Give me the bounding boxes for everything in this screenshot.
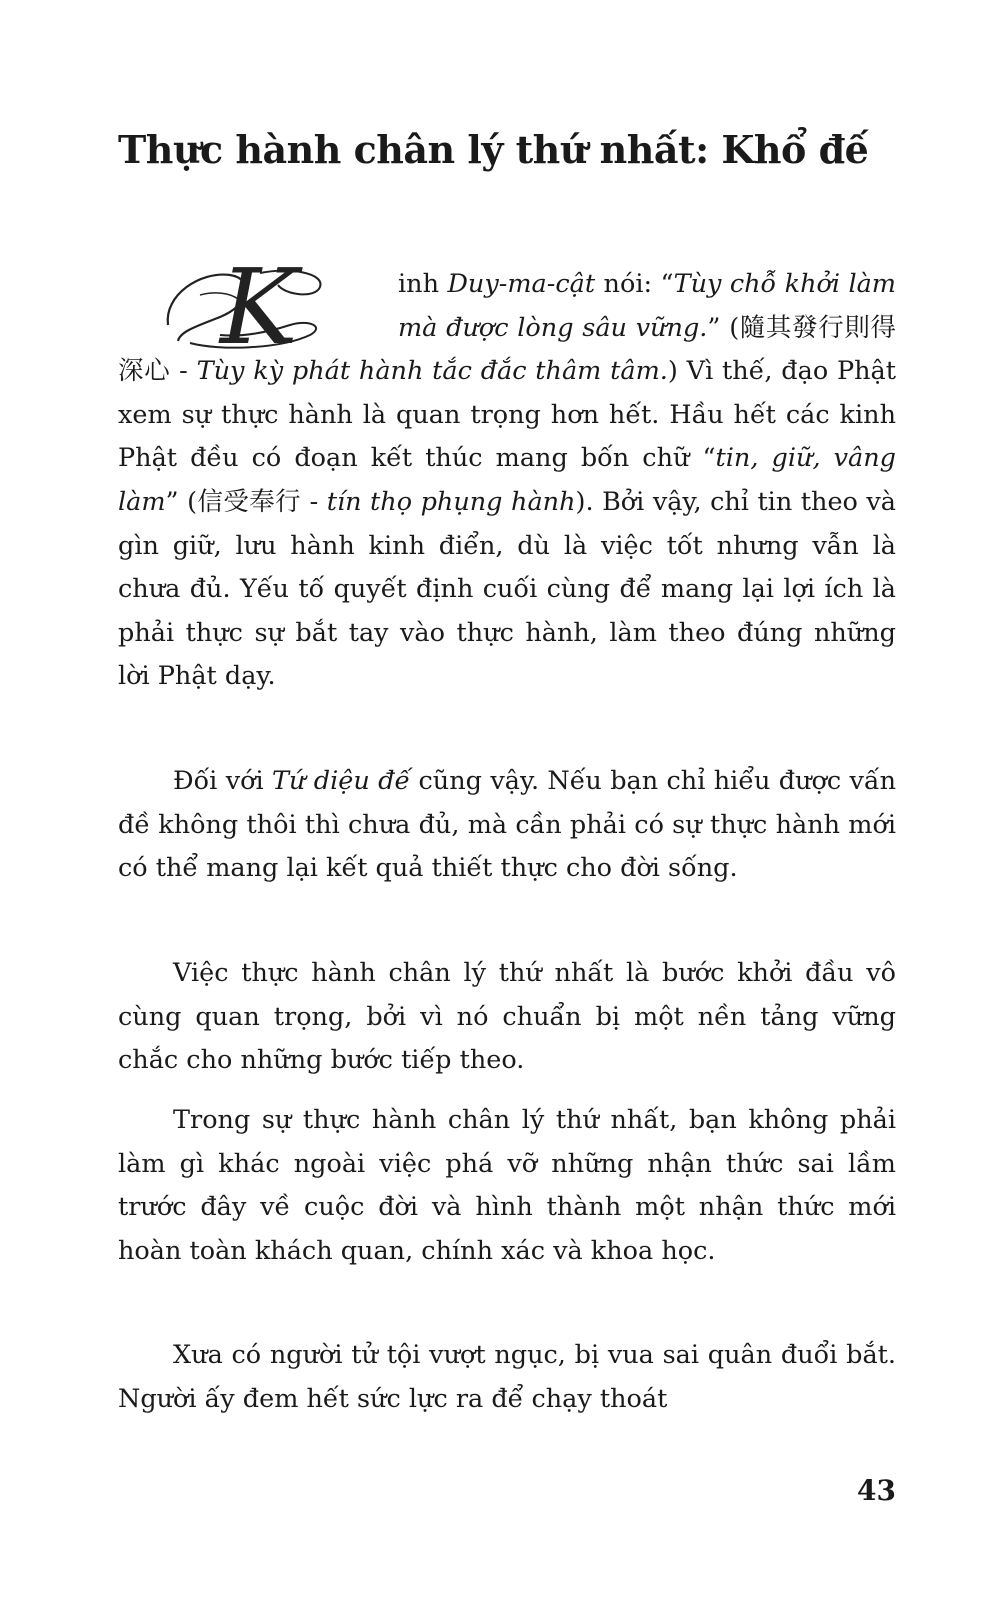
chapter-title: Thực hành chân lý thứ nhất: Khổ đế: [118, 127, 869, 172]
text-run: ” (信受奉行 -: [165, 486, 327, 517]
text-run: Đối với: [173, 766, 272, 796]
italic-run: Tứ diệu đế: [271, 766, 411, 796]
text-run: ) Vì thế, đạo Phật xem sự thực hành là quan trọng hơn hết. Hầu hết các kinh Phật đều có đoạn kết thúc mang bốn chữ “: [118, 356, 896, 474]
italic-run: Duy-ma-cật: [447, 269, 596, 299]
text-run: nói: “: [595, 269, 674, 299]
text-run: ” (隨其發行則得深心 -: [118, 312, 896, 387]
paragraph-4: [118, 1099, 896, 1273]
decorative-dropcap: [178, 246, 388, 368]
paragraph-text: Việc thực hành chân lý thứ nhất là bước khởi đầu vô cùng quan trọng, bởi vì nó chuẩn bị một nền tảng vững chắc cho những bước tiếp theo.: [118, 958, 896, 1076]
italic-run: tin, giữ, vâng làm: [118, 443, 896, 517]
page-number: 43: [857, 1474, 896, 1507]
paragraph-3: [118, 952, 896, 1083]
paragraph-text: Xưa có người tử tội vượt ngục, bị vua sai quân đuổi bắt. Người ấy đem hết sức lực ra để chạy thoát: [118, 1340, 896, 1414]
paragraph-5: [118, 1334, 896, 1421]
text-run: cũng vậy. Nếu bạn chỉ hiểu được vấn đề không thôi thì chưa đủ, mà cần phải có sự thực hành mới có thể mang lại kết quả thiết thực cho đời sống.: [118, 766, 896, 884]
italic-run: Tùy kỳ phát hành tắc đắc thâm tâm.: [196, 356, 668, 387]
italic-run: tín thọ phụng hành: [326, 486, 576, 517]
paragraph-text: Trong sự thực hành chân lý thứ nhất, bạn không phải làm gì khác ngoài việc phá vỡ những nhận thức sai lầm trước đây về cuộc đời và hình thành một nhận thức mới hoàn toàn khách quan, chính xác và khoa học.: [118, 1105, 896, 1266]
paragraph-1: [118, 246, 897, 699]
text-run: ). Bởi vậy, chỉ tin theo và gìn giữ, lưu hành kinh điển, dù là việc tốt nhưng vẫn là chưa đủ. Yếu tố quyết định cuối cùng để mang lại lợi ích là phải thực sự bắt tay vào thực hành, làm theo đúng những lời Phật dạy.: [118, 486, 897, 692]
paragraph-2: [118, 760, 896, 891]
italic-run: Tùy chỗ khởi làm mà được lòng sâu vững.: [398, 269, 896, 343]
text-run: inh: [398, 269, 448, 299]
dropcap-letter: K: [220, 246, 294, 368]
